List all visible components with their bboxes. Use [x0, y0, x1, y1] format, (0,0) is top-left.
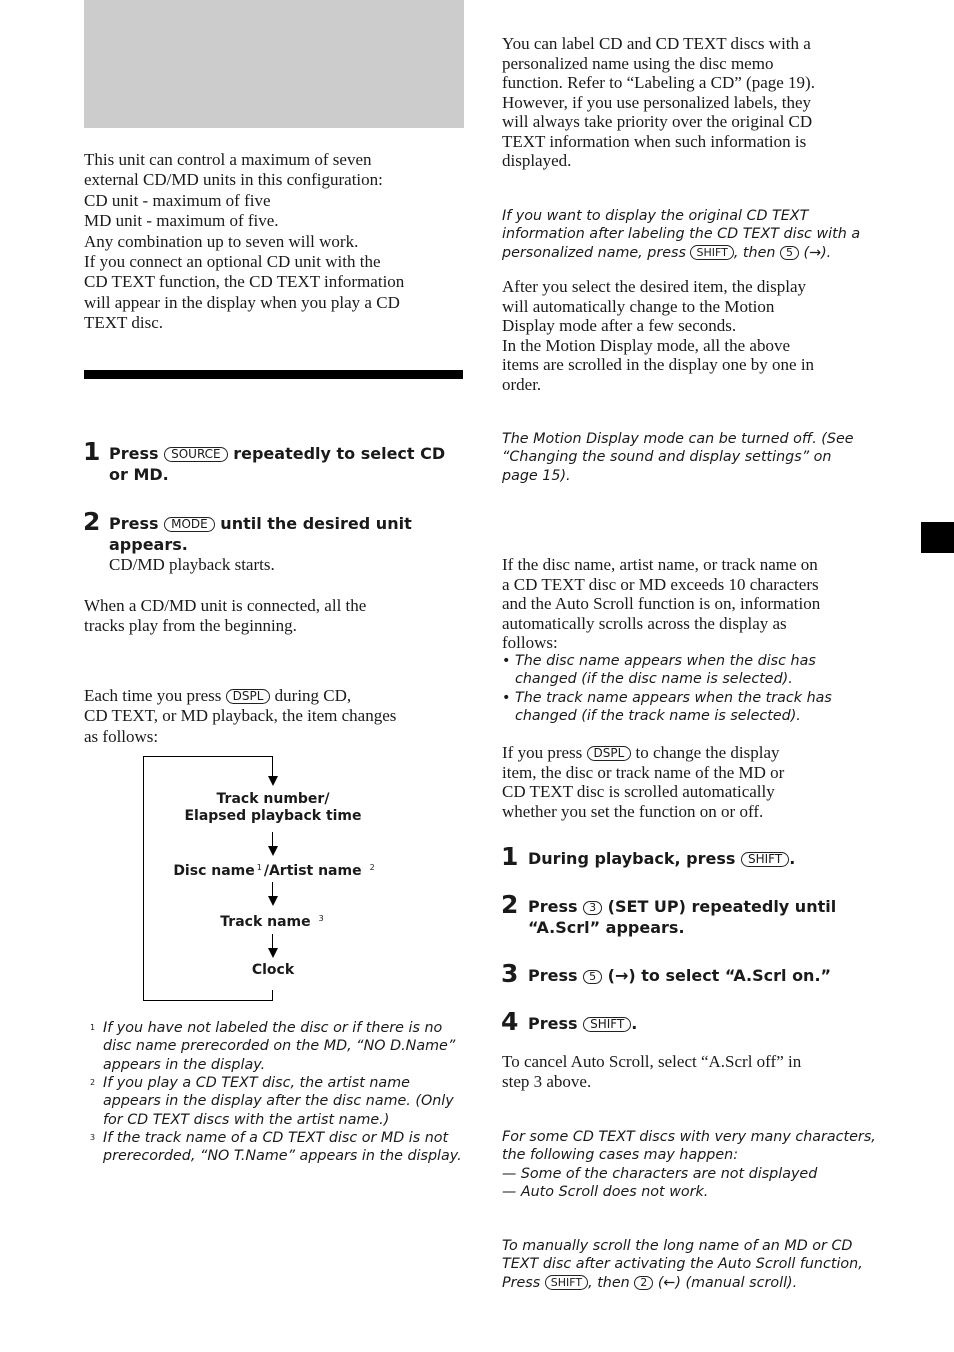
- cancel-line: step 3 above.: [502, 1071, 592, 1091]
- footnote-3: [84, 1129, 464, 1166]
- auto-scroll-step-1-number: 1: [501, 842, 519, 871]
- dspl-pre: Each time you press: [84, 686, 222, 705]
- auto-scroll-step-3-number: 3: [501, 959, 519, 988]
- scroll-line: and the Auto Scroll function is on, information: [502, 594, 821, 613]
- step-pre: During playback, press: [528, 849, 736, 868]
- scroll-line: follows:: [502, 633, 558, 652]
- tip-line: TEXT disc after activating the Auto Scroll function,: [502, 1256, 863, 1273]
- footnote-text: If the track name of a CD TEXT disc or MD is not prerecorded, “NO T.Name” appears in the display.: [103, 1130, 462, 1165]
- motion-line: Display mode after a few seconds.: [502, 316, 737, 335]
- label-line: You can label CD and CD TEXT discs with a: [502, 34, 811, 53]
- step-post: .: [631, 1014, 638, 1033]
- dspl-scroll-line: item, the disc or track name of the MD or: [502, 762, 785, 782]
- shift-button: SHIFT: [741, 852, 789, 867]
- auto-scroll-step-4-number: 4: [501, 1007, 519, 1036]
- connected-line: When a CD/MD unit is connected, all the: [84, 596, 367, 615]
- flow-arrow-head: [268, 776, 278, 786]
- label-line: will always take priority over the original CD: [502, 112, 813, 131]
- scroll-line: a CD TEXT disc or MD exceeds 10 characters: [502, 574, 819, 594]
- flow-track-name: [173, 910, 373, 931]
- auto-scroll-step-4-text: [528, 1013, 908, 1034]
- flow-arrow-head: [268, 896, 278, 906]
- footnote-number: 1: [90, 1023, 96, 1032]
- step-post: (SET UP) repeatedly until “A.Scrl” appears.: [528, 897, 837, 937]
- note-line: — Some of the characters are not displayed: [502, 1165, 818, 1182]
- source-button: SOURCE: [164, 447, 228, 462]
- intro-line: external CD/MD units in this configuration:: [84, 170, 383, 190]
- notes-section: [502, 1128, 902, 1201]
- flow-elapsed-time: Elapsed playback time: [184, 808, 362, 824]
- intro-line: This unit can control a maximum of seven: [84, 150, 372, 169]
- footnote-text: If you have not labeled the disc or if there is no disc name prerecorded on the MD, “NO D.Name” appears in the display.: [103, 1020, 456, 1073]
- flow-arrow-line: [272, 832, 273, 846]
- dspl-scroll-pre: If you press: [502, 743, 583, 762]
- motion-note-line: page 15).: [502, 467, 571, 484]
- key-2-button: 2: [634, 1276, 653, 1290]
- header-gray-box: [84, 0, 464, 128]
- shift-button: SHIFT: [545, 1275, 588, 1290]
- page-edge-tab: [921, 522, 954, 553]
- intro-line: Any combination up to seven will work.: [84, 231, 359, 251]
- motion-paragraph: [502, 277, 902, 394]
- footnote-2: [84, 1074, 464, 1129]
- tip-line: Press: [502, 1274, 541, 1291]
- step-post: (→) to select “A.Scrl on.”: [607, 966, 832, 985]
- flow-arrow-line: [272, 934, 273, 948]
- tip-line: If you want to display the original CD TEXT: [502, 208, 809, 224]
- flow-disc-name: Disc name: [173, 863, 255, 879]
- flow-disc-artist: [150, 859, 400, 880]
- dspl-post: during CD,: [274, 686, 352, 705]
- flow-track-number: Track number/: [216, 791, 330, 807]
- tip-original-cd-text: [502, 207, 892, 262]
- shift-button: SHIFT: [583, 1017, 631, 1032]
- bullet-item: • The track name appears when the track has changed (if the track name is selected).: [502, 689, 842, 726]
- motion-note-line: The Motion Display mode can be turned off. (See: [502, 431, 854, 447]
- scroll-bullets: [502, 652, 842, 725]
- step-1-number: 1: [83, 437, 101, 466]
- cancel-paragraph: [502, 1052, 902, 1091]
- loop-line: [143, 756, 273, 757]
- scroll-line: automatically scrolls across the display as: [502, 613, 787, 633]
- note-line: the following cases may happen:: [502, 1147, 739, 1164]
- footnote-text: If you play a CD TEXT disc, the artist name appears in the display after the disc name. (Only for CD TEXT discs with the artist name.): [103, 1075, 454, 1128]
- step-post: .: [789, 849, 796, 868]
- connected-note: [84, 596, 464, 637]
- scroll-line: If the disc name, artist name, or track name on: [502, 555, 818, 574]
- tip-then: , then: [733, 244, 776, 261]
- auto-scroll-step-1-text: [528, 848, 908, 869]
- dspl-line: CD TEXT, or MD playback, the item changes: [84, 706, 397, 726]
- step-2-pre: Press: [109, 514, 159, 533]
- tip-end: (→).: [803, 244, 832, 261]
- motion-line: order.: [502, 374, 542, 394]
- flow-artist-name: /Artist name: [263, 863, 362, 879]
- label-paragraph: [502, 34, 902, 171]
- bullet-item: • The disc name appears when the disc has changed (if the disc name is selected).: [502, 652, 842, 689]
- footnote-marker: 1: [256, 863, 262, 872]
- motion-line: After you select the desired item, the display: [502, 277, 807, 296]
- intro-line: CD TEXT function, the CD TEXT information: [84, 272, 405, 292]
- flow-arrow-line: [272, 882, 273, 896]
- key-5-button: 5: [780, 246, 799, 260]
- dspl-scroll-paragraph: [502, 743, 902, 821]
- note-line: — Auto Scroll does not work.: [502, 1183, 709, 1200]
- scroll-paragraph: [502, 555, 902, 653]
- auto-scroll-step-2-number: 2: [501, 890, 519, 919]
- motion-line: In the Motion Display mode, all the above: [502, 335, 790, 355]
- flow-track-name-label: Track name: [220, 914, 311, 930]
- footnote-number: 3: [90, 1133, 96, 1142]
- key-5-button: 5: [583, 970, 602, 984]
- auto-scroll-step-2-text: [528, 896, 838, 938]
- loop-line: [143, 1000, 273, 1001]
- step-2-number: 2: [83, 507, 101, 536]
- intro-paragraph: [84, 150, 474, 334]
- motion-line: will automatically change to the Motion: [502, 296, 775, 316]
- step-1-post: repeatedly to select CD or MD.: [109, 444, 446, 484]
- footnote-marker: 3: [318, 914, 324, 923]
- tip-manual-scroll: [502, 1237, 902, 1292]
- motion-note: [502, 430, 892, 485]
- footnote-marker: 2: [369, 863, 375, 872]
- motion-note-line: “Changing the sound and display settings” on: [502, 449, 832, 466]
- step-1-text: [109, 443, 459, 485]
- connected-line: tracks play from the beginning.: [84, 616, 297, 636]
- label-line: personalized name using the disc memo: [502, 53, 774, 73]
- flow-clock: Clock: [251, 962, 295, 978]
- intro-line: TEXT disc.: [84, 313, 164, 333]
- footnote-number: 2: [90, 1078, 96, 1087]
- loop-line: [143, 756, 144, 1001]
- tip-then: , then: [588, 1274, 630, 1291]
- loop-line: [272, 990, 273, 1001]
- dspl-scroll-post: to change the display: [635, 743, 780, 762]
- motion-line: items are scrolled in the display one by one in: [502, 355, 815, 374]
- step-2-subtext: CD/MD playback starts.: [109, 555, 275, 574]
- dspl-scroll-line: whether you set the function on or off.: [502, 801, 764, 821]
- step-pre: Press: [528, 966, 578, 985]
- note-line: For some CD TEXT discs with very many characters,: [502, 1129, 876, 1145]
- step-pre: Press: [528, 897, 578, 916]
- flow-arrow-head: [268, 948, 278, 958]
- key-3-button: 3: [583, 901, 602, 915]
- intro-line: If you connect an optional CD unit with the: [84, 252, 381, 272]
- dspl-button: DSPL: [587, 746, 632, 761]
- cancel-line: To cancel Auto Scroll, select “A.Scrl off” in: [502, 1052, 802, 1071]
- step-2-text: [109, 513, 439, 555]
- footnote-1: [84, 1019, 464, 1074]
- label-line: displayed.: [502, 151, 572, 170]
- section-rule: [84, 370, 463, 379]
- tip-end: (←) (manual scroll).: [657, 1274, 798, 1291]
- flow-arrow-head: [268, 846, 278, 856]
- step-2-post: until the desired unit appears.: [109, 514, 412, 554]
- tip-line: personalized name, press: [502, 244, 686, 261]
- dspl-paragraph: [84, 686, 474, 747]
- shift-button: SHIFT: [690, 245, 733, 260]
- intro-line: MD unit - maximum of five.: [84, 211, 279, 231]
- step-pre: Press: [528, 1014, 578, 1033]
- dspl-line: as follows:: [84, 726, 159, 746]
- label-line: function. Refer to “Labeling a CD” (page 19).: [502, 73, 815, 92]
- label-line: However, if you use personalized labels, they: [502, 92, 811, 112]
- intro-line: CD unit - maximum of five: [84, 190, 271, 210]
- tip-line: information after labeling the CD TEXT disc with a: [502, 226, 861, 243]
- dspl-button: DSPL: [226, 689, 271, 704]
- label-line: TEXT information when such information is: [502, 131, 807, 151]
- dspl-scroll-line: CD TEXT disc is scrolled automatically: [502, 782, 775, 801]
- intro-line: will appear in the display when you play a CD: [84, 292, 400, 312]
- auto-scroll-step-3-text: [528, 965, 918, 986]
- step-1-pre: Press: [109, 444, 159, 463]
- mode-button: MODE: [164, 517, 215, 532]
- tip-line: To manually scroll the long name of an MD or CD: [502, 1238, 853, 1254]
- flow-arrow-line: [272, 756, 273, 776]
